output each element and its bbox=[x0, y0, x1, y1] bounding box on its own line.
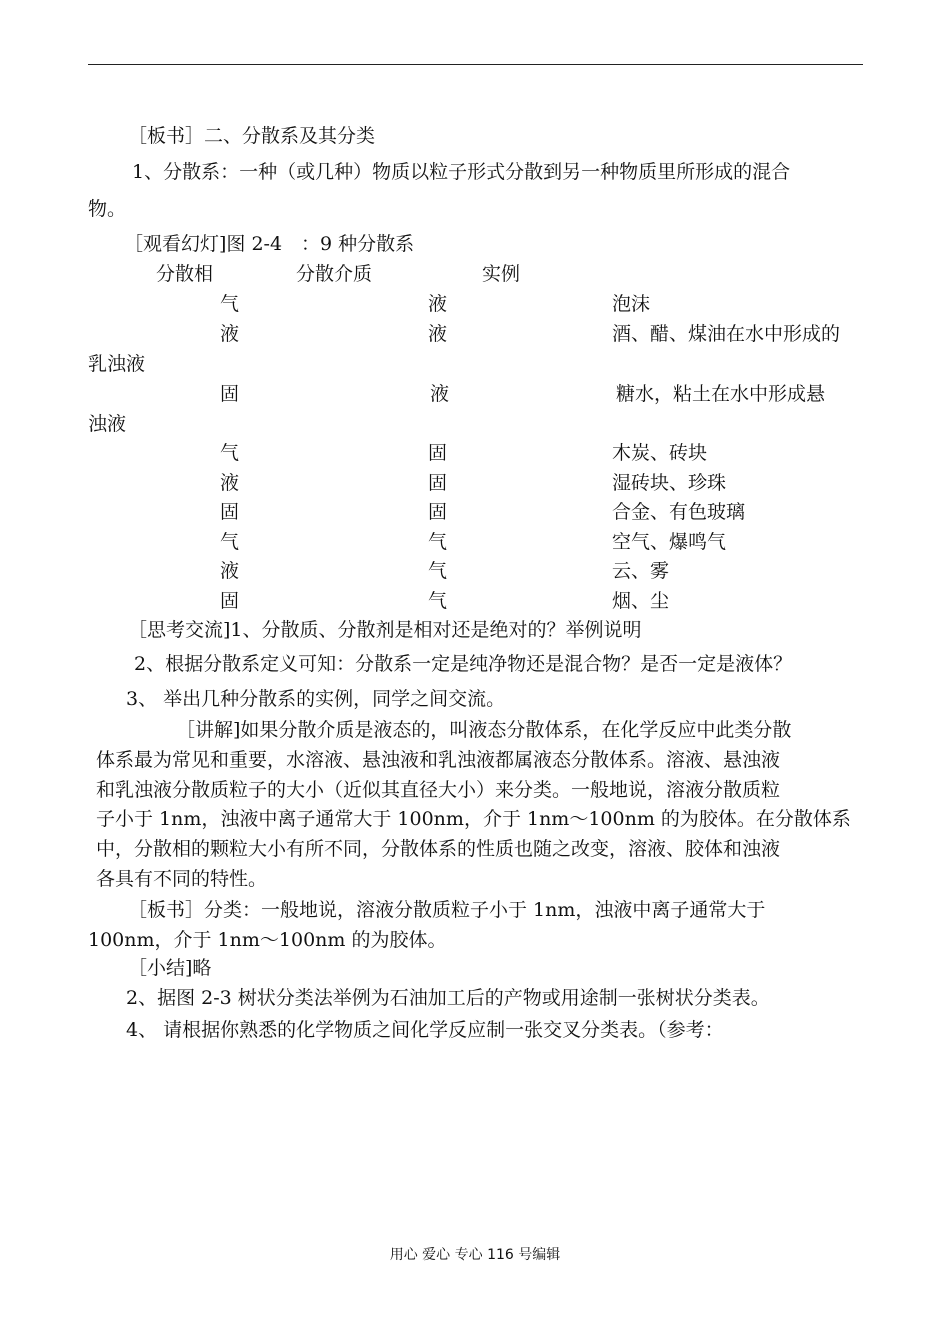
table-cell-medium: 液 bbox=[428, 293, 448, 315]
table-cell-phase: 固 bbox=[220, 590, 240, 612]
explanation-line: 中，分散相的颗粒大小有所不同，分散体系的性质也随之改变，溶液、胶体和浊液 bbox=[96, 838, 781, 860]
table-cell-phase: 液 bbox=[220, 323, 240, 345]
table-cell-medium: 气 bbox=[428, 590, 448, 612]
table-cell-example: 空气、爆鸣气 bbox=[612, 531, 727, 553]
table-cell-medium: 固 bbox=[428, 501, 448, 523]
board-classification-line-2: 100nm，介于 1nm～100nm 的为胶体。 bbox=[88, 929, 447, 951]
page-footer: 用心 爱心 专心 116 号编辑 bbox=[389, 1247, 561, 1263]
task-4: 4、 请根据你熟悉的化学物质之间化学反应制一张交叉分类表。（参考： bbox=[126, 1019, 724, 1041]
header-rule bbox=[88, 64, 863, 65]
table-cell-phase: 气 bbox=[220, 531, 240, 553]
table-cell-medium: 固 bbox=[428, 472, 448, 494]
board-heading: ［板书］二、分散系及其分类 bbox=[128, 125, 376, 147]
table-cell-phase: 气 bbox=[220, 293, 240, 315]
table-header-medium: 分散介质 bbox=[296, 263, 373, 285]
table-cell-medium: 气 bbox=[428, 531, 448, 553]
table-cell-example: 泡沫 bbox=[612, 293, 651, 315]
definition-line-1: 1、分散系：一种（或几种）物质以粒子形式分散到另一种物质里所形成的混合 bbox=[132, 161, 791, 183]
table-cell-example: 烟、尘 bbox=[612, 590, 670, 612]
table-cell-example-wrap: 浊液 bbox=[88, 413, 127, 435]
table-cell-example: 合金、有色玻璃 bbox=[612, 501, 746, 523]
task-2: 2、据图 2-3 树状分类法举例为石油加工后的产物或用途制一张树状分类表。 bbox=[126, 987, 770, 1009]
question-1: ［思考交流]1、分散质、分散剂是相对还是绝对的？举例说明 bbox=[128, 619, 642, 641]
table-cell-example: 酒、醋、煤油在水中形成的 bbox=[612, 323, 841, 345]
table-header-phase: 分散相 bbox=[156, 263, 214, 285]
definition-line-2: 物。 bbox=[88, 198, 127, 220]
question-2: 2、根据分散系定义可知：分散系一定是纯净物还是混合物？是否一定是液体？ bbox=[134, 653, 793, 675]
question-3: 3、 举出几种分散系的实例，同学之间交流。 bbox=[126, 688, 506, 710]
table-cell-example: 湿砖块、珍珠 bbox=[612, 472, 727, 494]
table-cell-medium: 液 bbox=[428, 323, 448, 345]
summary: ［小结]略 bbox=[128, 957, 212, 979]
explanation-line: 和乳浊液分散质粒子的大小（近似其直径大小）来分类。一般地说，溶液分散质粒 bbox=[96, 779, 781, 801]
table-cell-example-wrap: 乳浊液 bbox=[88, 353, 146, 375]
table-cell-medium: 固 bbox=[428, 442, 448, 464]
explanation-line: 体系最为常见和重要，水溶液、悬浊液和乳浊液都属液态分散体系。溶液、悬浊液 bbox=[96, 749, 781, 771]
table-cell-medium: 气 bbox=[428, 560, 448, 582]
table-cell-phase: 固 bbox=[220, 383, 240, 405]
board-classification-line-1: ［板书］分类：一般地说，溶液分散质粒子小于 1nm，浊液中离子通常大于 bbox=[128, 899, 766, 921]
slide-title: ［观看幻灯]图 2-4 ：9 种分散系 bbox=[124, 233, 415, 255]
explanation-line: 子小于 1nm，浊液中离子通常大于 100nm，介于 1nm～100nm 的为胶体。在分散体系 bbox=[96, 808, 851, 830]
table-cell-medium: 液 bbox=[430, 383, 450, 405]
table-cell-example: 木炭、砖块 bbox=[612, 442, 708, 464]
table-cell-phase: 气 bbox=[220, 442, 240, 464]
table-header-example: 实例 bbox=[482, 263, 521, 285]
explanation-line: ［讲解]如果分散介质是液态的，叫液态分散体系，在化学反应中此类分散 bbox=[176, 719, 792, 741]
table-cell-example: 云、雾 bbox=[612, 560, 670, 582]
table-cell-phase: 液 bbox=[220, 472, 240, 494]
explanation-line: 各具有不同的特性。 bbox=[96, 868, 268, 890]
table-cell-example: 糖水，粘土在水中形成悬 bbox=[616, 383, 826, 405]
table-cell-phase: 固 bbox=[220, 501, 240, 523]
table-cell-phase: 液 bbox=[220, 560, 240, 582]
